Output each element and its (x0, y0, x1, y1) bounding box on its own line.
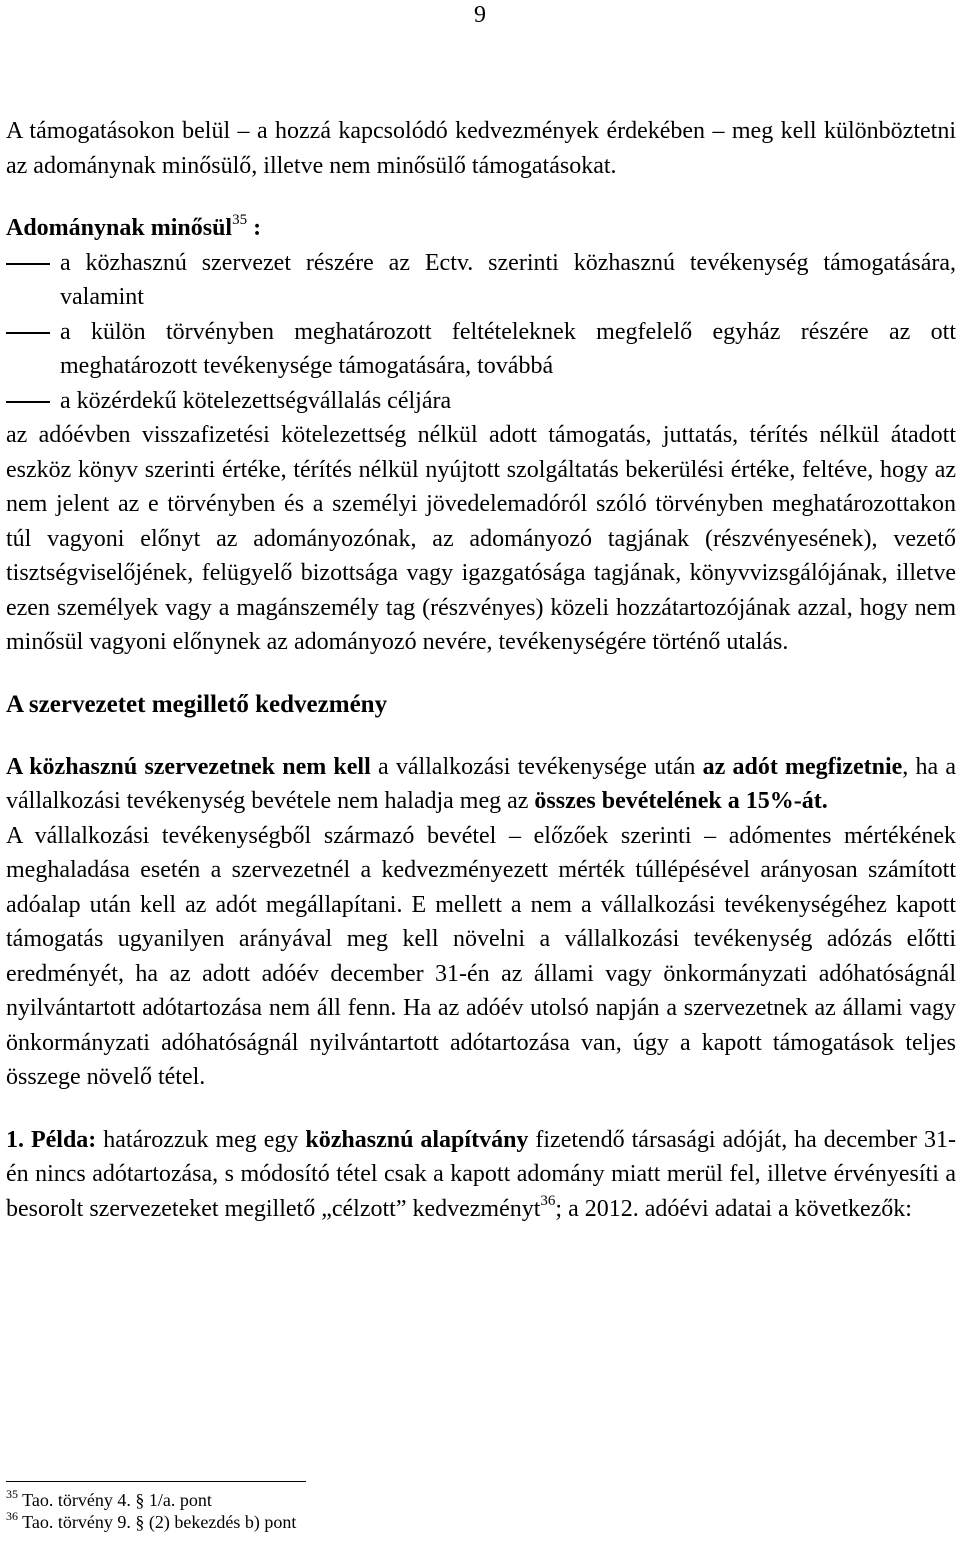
page-body (6, 114, 956, 1226)
page-number: 9 (474, 2, 486, 28)
donation-bullet: a közhasznú szervezet részére az Ectv. szerinti közhasznú tevékenység támogatására, valamint (6, 246, 956, 315)
example-paragraph: 1. Példa: határozzuk meg egy közhasznú alapítvány fizetendő társasági adóját, ha december 31-én nincs adótartozása, s módosító tétel csak a kapott adomány miatt merül fel, illetve érvényesíti a besorolt szervezeteket megillető „célzott” kedvezményt$^{36}$; a 2012. adóévi adatai a következők: (6, 1126, 957, 1222)
donation-bullet: a külön törvényben meghatározott feltételeknek megfelelő egyház részére az ott meghatározott tevékenysége támogatására, továbbá (6, 315, 956, 384)
dash-bullet-icon (6, 332, 50, 334)
donation-heading: Adománynak minősül$^{35}$ : (6, 212, 262, 241)
footnote-36: $^{36}$ Tao. törvény 9. § (2) bekezdés b) pont (6, 1509, 297, 1532)
donation-bullet: a közérdekű kötelezettségvállalás céljára (6, 384, 956, 419)
footnote-35: $^{35}$ Tao. törvény 4. § 1/a. pont (6, 1487, 212, 1510)
footnote-ref-35: 35 (232, 212, 248, 228)
section-body: A vállalkozási tevékenységből származó bevétel – előzőek szerinti – adómentes mértékének meghaladása esetén a szervezetnél a kedvezményezett mérték túllépésével arányosan számított adóalap után kell az adót megállapítani. E mellett a nem a vállalkozási tevékenységéhez kapott támogatás ugyanilyen arányával meg kell növelni a vállalkozási tevékenység adózás előtti eredményét, ha az adott adóév december 31-én az állami vagy önkormányzati adóhatóságnál nyilvántartott adótartozása nem áll fenn. Ha az adóév utolsó napján a szervezetnek az állami vagy önkormányzati adóhatóságnál nyilvántartott adótartozása van, úgy a kapott támogatások teljes összege növelő tétel. (6, 822, 956, 1090)
donation-body: az adóévben visszafizetési kötelezettség nélkül adott támogatás, juttatás, térítés nélkül átadott eszköz könyv szerinti értéke, térítés nélkül nyújtott szolgáltatás bekerülési értéke, feltéve, hogy az nem jelent az e törvényben és a személyi jövedelemadóról szóló törvényben meghatározottakon túl vagyoni előnyt az adományozónak, az adományozó tagjának (részvényesének), vezető tisztségviselőjének, felügyelő bizottsága vagy igazgatósága tagjának, könyvvizsgálójának, illetve ezen személyek vagy a magánszemély tag (részvényes) közeli hozzátartozójának azzal, hogy nem minősül vagyoni előnynek az adományozó nevére, tevékenységére történő utalás. (6, 422, 956, 655)
footnote-separator (6, 1481, 306, 1482)
intro-paragraph: A támogatásokon belül – a hozzá kapcsolódó kedvezmények érdekében – meg kell különböztetni az adománynak minősülő, illetve nem minősülő támogatásokat. (6, 118, 956, 179)
footnotes (6, 1489, 296, 1533)
section-rule-paragraph: A közhasznú szervezetnek nem kell a vállalkozási tevékenysége után az adót megfizetnie, ha a vállalkozási tevékenység bevétele nem haladja meg az összes bevételének a 15%-át. (6, 753, 956, 814)
dash-bullet-icon (6, 263, 50, 265)
section-heading: A szervezetet megillető kedvezmény (6, 690, 388, 718)
dash-bullet-icon (6, 401, 50, 403)
footnote-ref-36: 36 (540, 1192, 556, 1209)
